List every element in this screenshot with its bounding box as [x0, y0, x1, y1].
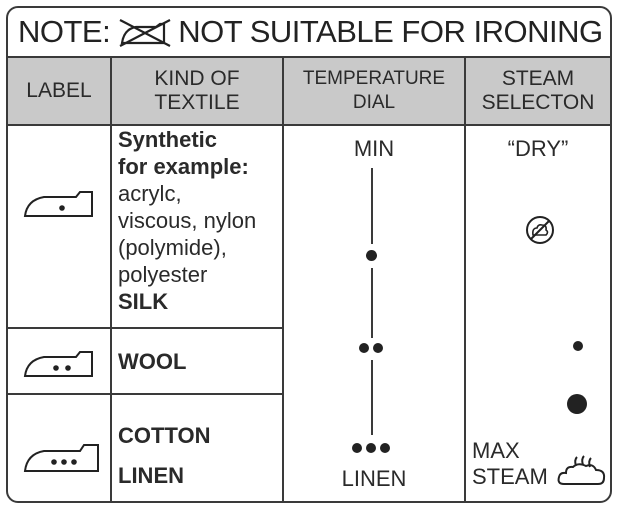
- steam-icon: [556, 454, 608, 488]
- header-temperature-dial: TEMPERATURE DIAL: [302, 68, 446, 113]
- row-cotton-linen-textile: COTTON LINEN: [118, 423, 211, 488]
- steam-max-label: MAX STEAM: [472, 438, 548, 489]
- dial-max-label: LINEN: [341, 466, 407, 491]
- header-label: LABEL: [26, 79, 92, 102]
- dial-three-dots: [366, 443, 376, 453]
- column-divider: [282, 56, 284, 503]
- steam-low-dot: [573, 341, 583, 351]
- row-wool-textile: WOOL: [118, 349, 187, 374]
- dial-scale-line: [371, 168, 373, 244]
- note-line: [8, 8, 610, 56]
- header-steam-selection: STEAM SELECTON: [481, 67, 595, 114]
- ironing-guide-table: [6, 6, 612, 503]
- note-prefix: NOTE:: [18, 14, 111, 49]
- steam-high-dot: [567, 394, 587, 414]
- note-text: NOT SUITABLE FOR IRONING: [178, 14, 603, 49]
- row-divider: [8, 393, 282, 395]
- steam-dry-label: “DRY”: [507, 136, 569, 161]
- row-synthetic-textile: Synthetic for example: acrylc, viscous, nylon (polymide), polyester SILK: [118, 127, 257, 314]
- iron-three-dots-icon: [22, 441, 102, 475]
- dial-two-dots: [373, 343, 383, 353]
- no-steam-icon: [524, 214, 556, 246]
- iron-one-dot-icon: [22, 188, 96, 220]
- header-kind-of-textile: KIND OF TEXTILE: [154, 67, 240, 114]
- dial-min-label: MIN: [353, 136, 395, 161]
- dial-three-dots: [380, 443, 390, 453]
- dial-scale-line: [371, 360, 373, 435]
- dial-two-dots: [359, 343, 369, 353]
- iron-two-dots-icon: [22, 348, 96, 380]
- row-divider: [8, 327, 282, 329]
- dial-scale-line: [371, 268, 373, 338]
- dial-one-dot: [366, 250, 377, 261]
- table-header: [8, 56, 610, 126]
- no-ironing-icon: [116, 16, 174, 48]
- dial-three-dots: [352, 443, 362, 453]
- column-divider: [464, 56, 466, 503]
- column-divider: [110, 56, 112, 503]
